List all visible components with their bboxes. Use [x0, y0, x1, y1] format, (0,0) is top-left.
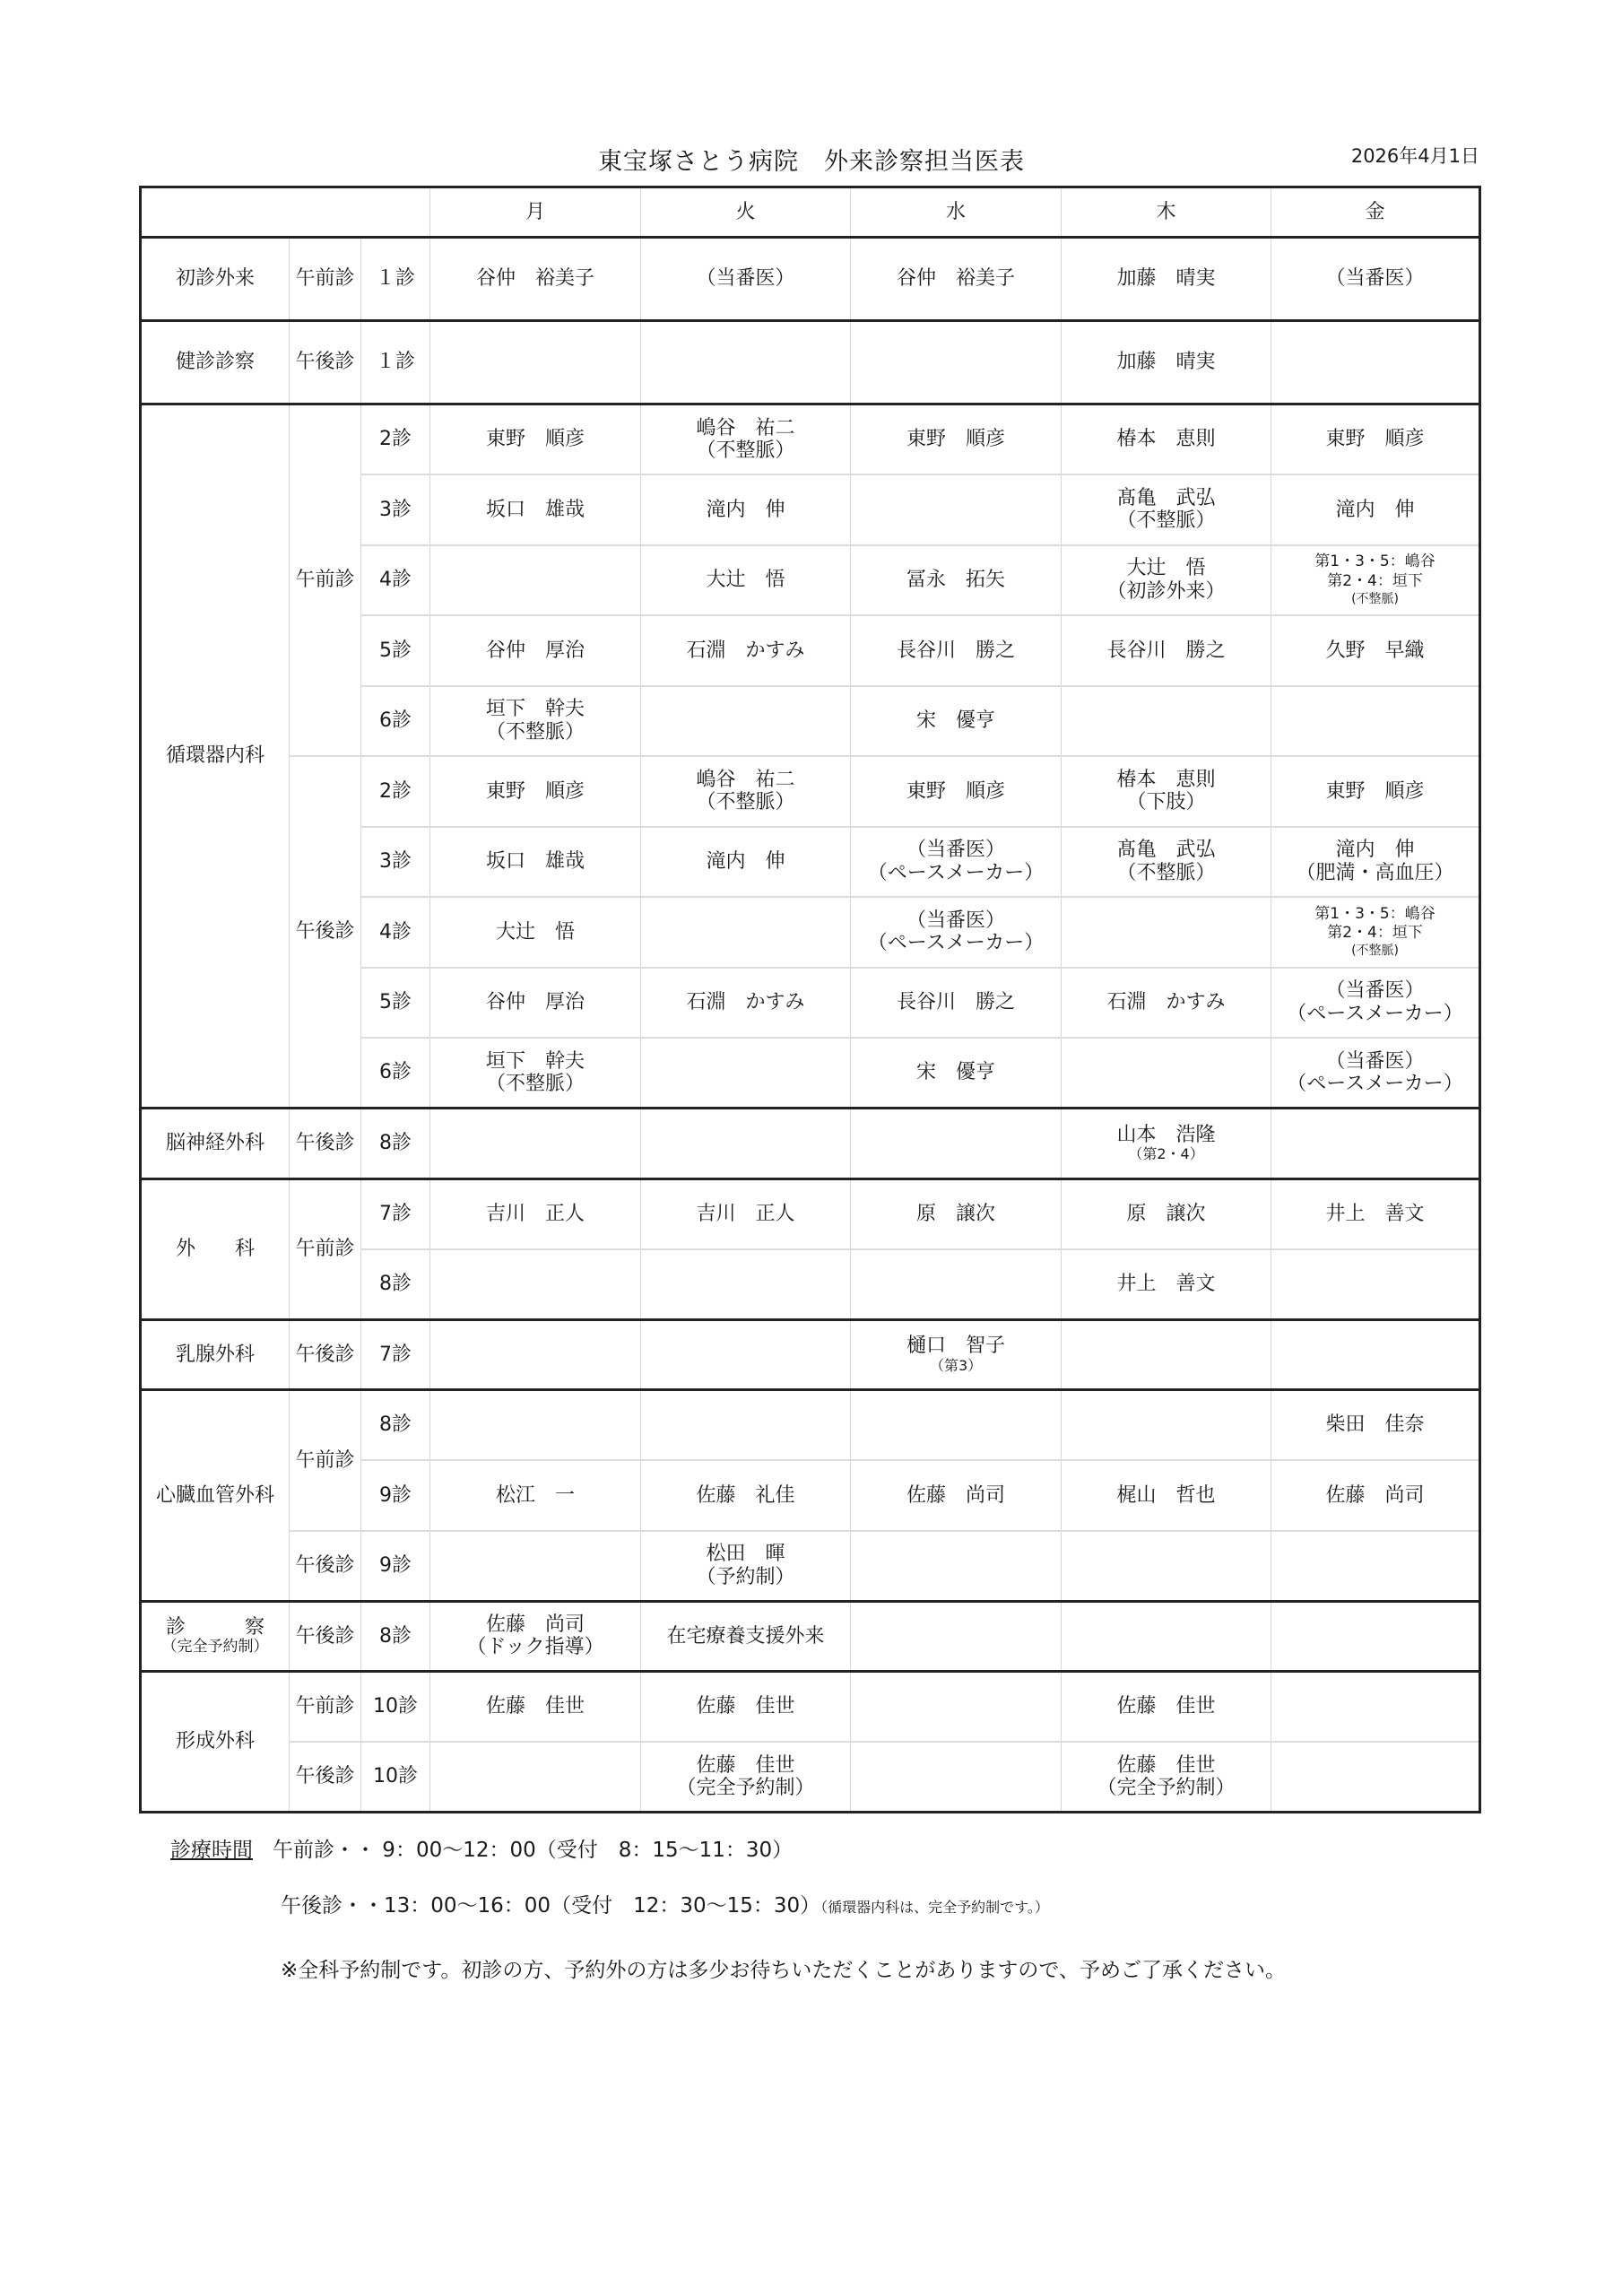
doctor-name: 原 譲次 [1126, 1202, 1206, 1225]
doctor-cell [641, 968, 851, 1039]
day-mon: 月 [430, 187, 641, 238]
room-label: 5診 [361, 615, 430, 686]
room-label: 9診 [361, 1460, 430, 1531]
doctor-name: 東野 順彦 [906, 779, 1006, 803]
doctor-cell [430, 1531, 641, 1602]
room-label: 8診 [361, 1601, 430, 1672]
doctor-name: 長谷川 勝之 [1106, 639, 1226, 662]
doctor-cell [851, 1249, 1062, 1320]
doctor-name: 原 譲次 [916, 1202, 996, 1225]
hours-am: 午前診・・ 9：00～12：00（受付 8：15～11：30） [273, 1839, 794, 1862]
doctor-cell [1271, 238, 1480, 321]
doctor-cell [1271, 615, 1480, 686]
doctor-name: 髙亀 武弘 [1116, 839, 1216, 862]
doctor-name: 吉川 正人 [486, 1202, 585, 1225]
doctor-name: 髙亀 武弘 [1116, 486, 1216, 509]
doctor-cell [851, 1672, 1062, 1743]
doctor-cell [1062, 1460, 1271, 1531]
table-row [141, 404, 1480, 475]
doctor-name: 滝内 伸 [706, 498, 785, 521]
page-title: 東宝塚さとう病院 外来診察担当医表 [598, 148, 1025, 176]
doctor-cell [430, 1038, 641, 1109]
doctor-cell [851, 474, 1062, 545]
dept-shinsatsu [141, 1601, 290, 1672]
doctor-note: （不整脈） [1116, 861, 1216, 884]
doctor-cell [641, 545, 851, 616]
day-tue: 火 [641, 187, 851, 238]
room-label: 3診 [361, 827, 430, 898]
doctor-name: 松江 一 [496, 1483, 576, 1507]
table-row [141, 1672, 1480, 1743]
doctor-cell [1271, 1531, 1480, 1602]
room-label: 4診 [361, 545, 430, 616]
doctor-name: 大辻 悟 [1126, 557, 1206, 580]
doctor-name: 第1・3・5：嶋谷 [1314, 904, 1436, 923]
doctor-cell [1271, 756, 1480, 827]
table-row [141, 1601, 1480, 1672]
doctor-note: （不整脈） [1116, 509, 1216, 533]
doctor-name: 坂口 雄哉 [486, 498, 585, 521]
doctor-name: 谷仲 厚治 [486, 991, 585, 1014]
doctor-cell [430, 615, 641, 686]
doctor-cell [851, 1178, 1062, 1249]
session-label: 午後診 [290, 756, 361, 1109]
doctor-name: 佐藤 佳世 [696, 1753, 795, 1777]
doctor-note: （予約制） [696, 1565, 795, 1588]
doctor-cell [1062, 615, 1271, 686]
session-label: 午前診 [290, 238, 361, 321]
session-label: 午前診 [290, 1178, 361, 1319]
doctor-name: 久野 早織 [1325, 639, 1425, 662]
doctor-cell [641, 615, 851, 686]
doctor-name: 長谷川 勝之 [897, 991, 1016, 1014]
reservation-notice: ※全科予約制です。初診の方、予約外の方は多少お待ちいただくことがありますので、予めご了承ください。 [281, 1959, 1286, 1982]
doctor-cell [430, 1390, 641, 1461]
doctor-name: 吉川 正人 [696, 1202, 795, 1225]
doctor-cell [641, 1460, 851, 1531]
doctor-cell [1062, 1390, 1271, 1461]
doctor-note: （ペースメーカー） [867, 932, 1045, 955]
doctor-cell [430, 545, 641, 616]
table-row [141, 238, 1480, 321]
doctor-cell [851, 1319, 1062, 1390]
doctor-cell [1062, 756, 1271, 827]
doctor-cell [641, 1601, 851, 1672]
doctor-cell [641, 1319, 851, 1390]
doctor-name: 佐藤 尚司 [486, 1613, 585, 1636]
doctor-cell [641, 474, 851, 545]
doctor-cell [641, 1249, 851, 1320]
day-wed: 水 [851, 187, 1062, 238]
doctor-cell [641, 1109, 851, 1179]
doctor-cell [641, 1672, 851, 1743]
doctor-cell [851, 897, 1062, 968]
doctor-cell [1062, 1109, 1271, 1179]
doctor-name: 佐藤 礼佳 [696, 1483, 795, 1507]
doctor-note: 第2・4：垣下 [1327, 571, 1423, 590]
doctor-name: 垣下 幹夫 [486, 1049, 585, 1073]
doctor-cell [1271, 1601, 1480, 1672]
doctor-cell [641, 686, 851, 757]
doctor-cell [1062, 968, 1271, 1039]
doctor-name: 佐藤 尚司 [906, 1483, 1006, 1507]
table-row [141, 1319, 1480, 1390]
doctor-note: （第3） [929, 1356, 983, 1374]
doctor-cell [430, 404, 641, 475]
doctor-name: 柴田 佳奈 [1325, 1413, 1425, 1437]
doctor-name: 宋 優亨 [916, 709, 996, 733]
doctor-cell [851, 1390, 1062, 1461]
doctor-cell [851, 1038, 1062, 1109]
doctor-name: 井上 善文 [1325, 1202, 1425, 1225]
session-label: 午後診 [290, 1109, 361, 1179]
doctor-cell [430, 1109, 641, 1179]
table-row [141, 1531, 1480, 1602]
hours-pm-line [281, 1889, 1049, 1918]
doctor-name: 佐藤 佳世 [696, 1695, 795, 1718]
doctor-cell [1271, 897, 1480, 968]
doctor-name: 石淵 かすみ [686, 991, 805, 1014]
doctor-name: （当番医） [1325, 979, 1425, 1003]
doctor-name: 加藤 晴実 [1116, 351, 1216, 374]
doctor-cell [851, 1531, 1062, 1602]
room-label: 6診 [361, 1038, 430, 1109]
doctor-cell [1062, 1319, 1271, 1390]
doctor-cell [1271, 827, 1480, 898]
table-row [141, 1109, 1480, 1179]
dept-label: 診 察 [165, 1615, 265, 1639]
doctor-name: 長谷川 勝之 [897, 639, 1016, 662]
doctor-cell [1062, 1178, 1271, 1249]
doctor-name: 大辻 悟 [496, 920, 576, 944]
doctor-cell [641, 1390, 851, 1461]
doctor-cell [1271, 1742, 1480, 1813]
doctor-cell [430, 827, 641, 898]
doctor-cell [851, 404, 1062, 475]
doctor-cell [1062, 1038, 1271, 1109]
doctor-cell [851, 1109, 1062, 1179]
doctor-note: (不整脈) [1351, 944, 1399, 959]
hours-pm-note: （循環器内科は、完全予約制です。） [820, 1899, 1049, 1916]
doctor-note: （不整脈） [696, 439, 795, 462]
doctor-cell [851, 686, 1062, 757]
doctor-name: 山本 浩隆 [1116, 1123, 1216, 1146]
doctor-name: 東野 順彦 [1325, 428, 1425, 451]
doctor-name: 梶山 哲也 [1116, 1483, 1216, 1507]
room-label: 2診 [361, 756, 430, 827]
doctor-cell [851, 238, 1062, 321]
doctor-cell [1271, 1460, 1480, 1531]
header-blank [141, 187, 430, 238]
doctor-note: （不整脈） [696, 791, 795, 814]
doctor-cell [430, 1178, 641, 1249]
doctor-cell [1271, 404, 1480, 475]
doctor-cell [851, 1460, 1062, 1531]
doctor-name: 谷仲 裕美子 [897, 267, 1016, 291]
doctor-note: （初診外来） [1106, 579, 1226, 603]
dept-sublabel: （完全予約制） [161, 1638, 269, 1657]
doctor-cell [1062, 1249, 1271, 1320]
session-label: 午後診 [290, 1601, 361, 1672]
doctor-cell [851, 545, 1062, 616]
room-label: 9診 [361, 1531, 430, 1602]
hours-heading: 診療時間 [170, 1839, 253, 1862]
doctor-cell [851, 756, 1062, 827]
doctor-cell [1062, 1742, 1271, 1813]
doctor-name: 宋 優亨 [916, 1061, 996, 1084]
doctor-note: （下肢） [1126, 791, 1206, 814]
doctor-name: （当番医） [696, 267, 795, 291]
doctor-cell [1062, 474, 1271, 545]
dept-kenshin: 健診診察 [141, 321, 290, 404]
doctor-cell [1062, 238, 1271, 321]
doctor-name: 石淵 かすみ [686, 639, 805, 662]
table-row [141, 1742, 1480, 1813]
doctor-note: （ペースメーカー） [1287, 1002, 1463, 1025]
doctor-note: （第2・4） [1128, 1145, 1204, 1163]
doctor-cell [1062, 321, 1271, 404]
dept-noushinkei: 脳神経外科 [141, 1109, 290, 1179]
doctor-note: （ドック指導） [466, 1636, 604, 1659]
doctor-cell [430, 474, 641, 545]
doctor-cell [430, 1249, 641, 1320]
doctor-cell [641, 897, 851, 968]
room-label: 4診 [361, 897, 430, 968]
room-label: 6診 [361, 686, 430, 757]
doctor-cell [430, 897, 641, 968]
room-label: １診 [361, 238, 430, 321]
doctor-note: （完全予約制） [1097, 1777, 1236, 1799]
doctor-name: 在宅療養支援外来 [666, 1624, 825, 1648]
doctor-name: 椿本 恵則 [1116, 768, 1216, 791]
doctor-cell [641, 1038, 851, 1109]
doctor-name: 嶋谷 祐二 [696, 416, 795, 439]
doctor-name: 佐藤 尚司 [1325, 1483, 1425, 1507]
dept-shoshin: 初診外来 [141, 238, 290, 321]
doctor-name: 滝内 伸 [1335, 498, 1415, 521]
doctor-cell [1062, 1531, 1271, 1602]
room-label: 10診 [361, 1742, 430, 1813]
doctor-cell [851, 827, 1062, 898]
doctor-cell [430, 686, 641, 757]
doctor-name: （当番医） [1325, 1049, 1425, 1073]
doctor-cell [430, 1672, 641, 1743]
doctor-name: 東野 順彦 [486, 428, 585, 451]
doctor-name: 坂口 雄哉 [486, 850, 585, 874]
doctor-name: 谷仲 裕美子 [476, 267, 595, 291]
doctor-note: 第2・4：垣下 [1327, 924, 1423, 943]
doctor-cell [1271, 1178, 1480, 1249]
doctor-cell [1271, 1390, 1480, 1461]
doctor-name: 井上 善文 [1116, 1272, 1216, 1295]
doctor-cell [430, 968, 641, 1039]
room-label: 5診 [361, 968, 430, 1039]
table-row [141, 321, 1480, 404]
doctor-name: 佐藤 佳世 [1116, 1753, 1216, 1777]
issue-date: 2026年4月1日 [1350, 145, 1479, 167]
doctor-name: 樋口 智子 [906, 1335, 1006, 1358]
doctor-cell [1062, 1601, 1271, 1672]
room-label: １診 [361, 321, 430, 404]
doctor-name: 滝内 伸 [706, 850, 785, 874]
day-fri: 金 [1271, 187, 1480, 238]
doctor-cell [430, 1319, 641, 1390]
doctor-name: （当番医） [1325, 267, 1425, 291]
room-label: 2診 [361, 404, 430, 475]
doctor-note: (不整脈) [1351, 591, 1399, 606]
session-label: 午後診 [290, 321, 361, 404]
doctor-cell [851, 1601, 1062, 1672]
dept-geka: 外 科 [141, 1178, 290, 1319]
room-label: 8診 [361, 1249, 430, 1320]
doctor-cell [641, 238, 851, 321]
doctor-name: 滝内 伸 [1335, 839, 1415, 862]
doctor-cell [1271, 1249, 1480, 1320]
doctor-cell [1271, 474, 1480, 545]
session-label: 午後診 [290, 1319, 361, 1390]
doctor-name: 松田 暉 [706, 1543, 785, 1566]
doctor-cell [1271, 1672, 1480, 1743]
doctor-note: （肥満・高血圧） [1296, 861, 1454, 884]
doctor-name: 石淵 かすみ [1106, 991, 1226, 1014]
doctor-name: 佐藤 佳世 [486, 1695, 585, 1718]
doctor-cell [1062, 545, 1271, 616]
doctor-cell [641, 1531, 851, 1602]
doctor-cell [1271, 968, 1480, 1039]
schedule-table [139, 186, 1481, 1813]
doctor-cell [1271, 1319, 1480, 1390]
doctor-name: 東野 順彦 [1325, 779, 1425, 803]
doctor-cell [1062, 897, 1271, 968]
doctor-cell [851, 321, 1062, 404]
dept-shinzo: 心臓血管外科 [141, 1390, 290, 1602]
hours-am-line [170, 1833, 793, 1863]
session-label: 午前診 [290, 1672, 361, 1743]
doctor-name: 大辻 悟 [706, 569, 785, 592]
table-row [141, 1390, 1480, 1461]
doctor-cell [641, 756, 851, 827]
doctor-cell [1271, 545, 1480, 616]
doctor-cell [641, 1178, 851, 1249]
doctor-cell [1062, 686, 1271, 757]
doctor-name: 冨永 拓矢 [906, 569, 1006, 592]
doctor-cell [641, 827, 851, 898]
doctor-name: 垣下 幹夫 [486, 698, 585, 721]
doctor-cell [430, 321, 641, 404]
doctor-name: 東野 順彦 [486, 779, 585, 803]
doctor-name: 嶋谷 祐二 [696, 768, 795, 791]
doctor-cell [1271, 686, 1480, 757]
doctor-name: （当番医） [906, 909, 1006, 932]
dept-nyusen: 乳腺外科 [141, 1319, 290, 1390]
doctor-name: 佐藤 佳世 [1116, 1695, 1216, 1718]
doctor-cell [1271, 321, 1480, 404]
doctor-note: （完全予約制） [676, 1777, 815, 1799]
room-label: 7診 [361, 1319, 430, 1390]
doctor-cell [641, 321, 851, 404]
doctor-cell [1062, 827, 1271, 898]
doctor-name: 第1・3・5：嶋谷 [1314, 552, 1436, 571]
doctor-name: 椿本 恵則 [1116, 428, 1216, 451]
room-label: 8診 [361, 1390, 430, 1461]
room-label: 3診 [361, 474, 430, 545]
doctor-note: （ペースメーカー） [867, 861, 1045, 884]
table-row [141, 756, 1480, 827]
doctor-name: 東野 順彦 [906, 428, 1006, 451]
doctor-name: 谷仲 厚治 [486, 639, 585, 662]
doctor-cell [1271, 1038, 1480, 1109]
doctor-name: （当番医） [906, 839, 1006, 862]
doctor-cell [430, 1460, 641, 1531]
room-label: 8診 [361, 1109, 430, 1179]
dept-junkanki: 循環器内科 [141, 404, 290, 1109]
day-thu: 木 [1062, 187, 1271, 238]
doctor-cell [641, 404, 851, 475]
doctor-cell [641, 1742, 851, 1813]
session-label: 午後診 [290, 1531, 361, 1602]
doctor-note: （不整脈） [486, 1073, 585, 1095]
day-header-row [141, 187, 1480, 238]
table-row [141, 1178, 1480, 1249]
doctor-note: （不整脈） [486, 720, 585, 744]
session-label: 午前診 [290, 1390, 361, 1531]
room-label: 7診 [361, 1178, 430, 1249]
dept-keisei: 形成外科 [141, 1672, 290, 1813]
room-label: 10診 [361, 1672, 430, 1743]
doctor-cell [430, 756, 641, 827]
doctor-cell [430, 1742, 641, 1813]
session-label: 午後診 [290, 1742, 361, 1813]
doctor-cell [430, 1601, 641, 1672]
hours-pm: 午後診・・13：00～16：00（受付 12：30～15：30） [281, 1894, 821, 1918]
doctor-name: 加藤 晴実 [1116, 267, 1216, 291]
doctor-cell [1062, 1672, 1271, 1743]
doctor-note: （ペースメーカー） [1287, 1073, 1463, 1095]
doctor-cell [1062, 404, 1271, 475]
session-label: 午前診 [290, 404, 361, 757]
doctor-cell [430, 238, 641, 321]
doctor-cell [851, 615, 1062, 686]
doctor-cell [851, 1742, 1062, 1813]
doctor-cell [851, 968, 1062, 1039]
doctor-cell [1271, 1109, 1480, 1179]
